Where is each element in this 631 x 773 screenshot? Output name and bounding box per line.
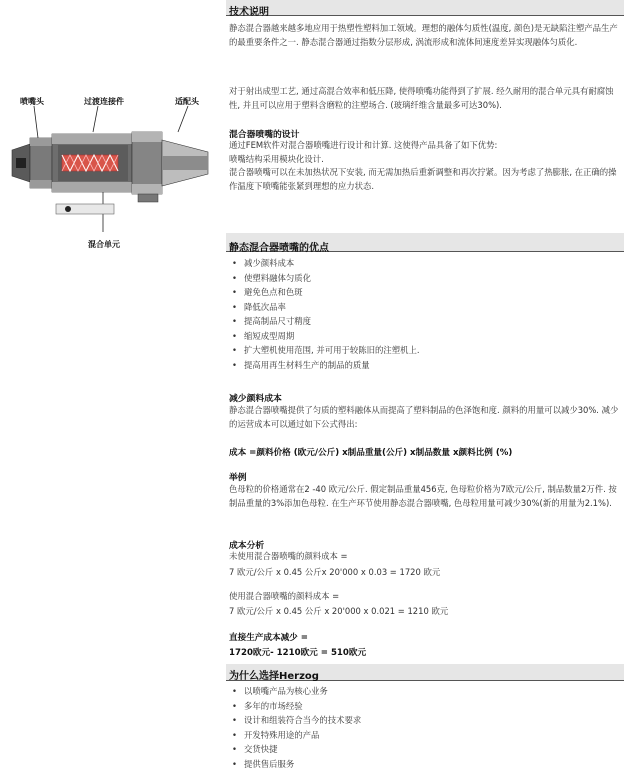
- cost-paragraph: [229, 404, 621, 431]
- cost-formula: 成本 =颜料价格 (欧元/公斤) x制品重量(公斤) x制品数量 x颜料比例 (%): [229, 448, 513, 458]
- design-text-3: 混合器喷嘴可以在未加热状况下安装, 而无需加热后重新调整和再次拧紧。因为考虑了热膨胀, 在正确的操作温度下喷嘴能张紧到理想的应力状态.: [229, 167, 617, 191]
- list-item: • 交货快捷: [232, 742, 361, 757]
- cost-title: 减少颜料成本: [229, 394, 282, 404]
- tech-text-2: 对于射出成型工艺, 通过高混合效率和低压降, 使得喷嘴功能得到了扩展. 经久耐用的混合单元具有耐腐蚀性, 并且可以应用于塑料含磨粒的注塑场合. (玻璃纤维含量最多可达30%).: [229, 86, 614, 110]
- advantages-list: [232, 256, 420, 372]
- design-text-1: 通过FEM软件对混合器喷嘴进行设计和计算. 这使得产品具备了如下优势:: [229, 140, 498, 150]
- list-item: • 以喷嘴产品为核心业务: [232, 684, 361, 699]
- label-nozzle-head: 喷嘴头: [20, 97, 44, 106]
- why-list: [232, 684, 361, 771]
- list-item: • 开发特殊用途的产品: [232, 728, 361, 743]
- label-mixing-unit: 混合单元: [88, 240, 120, 249]
- example-text: 色母粒的价格通常在2 -40 欧元/公斤. 假定制品重量456克, 色母粒价格为7欧元/公斤, 制品数量2万件. 按制品重量的3%添加色母粒. 在生产环节使用静态混合器喷嘴, 色母粒用量可减少30%(新的用量为2.1%).: [229, 484, 617, 508]
- analysis-title: 成本分析: [229, 541, 265, 551]
- section-header-tech: 技术说明: [226, 0, 624, 16]
- list-item: • 避免色点和色斑: [232, 285, 420, 300]
- cost-without-calc: 7 欧元/公斤 x 0.45 公斤x 20'000 x 0.03 = 1720 欧元: [229, 567, 441, 577]
- section-header-advantages: 静态混合器喷嘴的优点: [226, 233, 624, 252]
- label-transition-piece: 过渡连接件: [84, 97, 124, 106]
- mixer-nozzle-diagram: [8, 100, 220, 240]
- reduction-calc: 1720欧元- 1210欧元 = 510欧元: [229, 648, 367, 658]
- tech-text-1: 静态混合器越来越多地应用于热塑性塑料加工领域。理想的融体匀质性(温度, 颜色)是无缺陷注塑产品生产的最重要条件之一. 静态混合器通过指数分层形成, 涡流形成和流体间速度差异实现融体匀质化.: [229, 23, 618, 47]
- design-text-2: 喷嘴结构采用模块化设计.: [229, 153, 324, 164]
- label-adapter: 适配头: [175, 97, 199, 106]
- list-item: • 提供售后服务: [232, 757, 361, 772]
- example-title: 举例: [229, 473, 247, 483]
- list-item: • 提高制品尺寸精度: [232, 314, 420, 329]
- cost-text: 静态混合器喷嘴提供了匀质的塑料融体从而提高了塑料制品的色泽饱和度. 颜料的用量可以减少30%. 减少的运营成本可以通过如下公式得出:: [229, 405, 619, 429]
- section-header-why: 为什么选择Herzog: [226, 664, 624, 681]
- list-item: • 降低次品率: [232, 300, 420, 315]
- design-paragraph: [229, 139, 621, 193]
- cost-without-label: 未使用混合器喷嘴的颜料成本 =: [229, 551, 348, 561]
- list-item: • 设计和组装符合当今的技术要求: [232, 713, 361, 728]
- tech-paragraph-2: [229, 85, 621, 112]
- list-item: • 多年的市场经验: [232, 699, 361, 714]
- tech-paragraph-1: [229, 22, 621, 49]
- design-title: 混合器喷嘴的设计: [229, 130, 300, 140]
- list-item: • 扩大塑机使用范围, 并可用于较陈旧的注塑机上.: [232, 343, 420, 358]
- list-item: • 使塑料融体匀质化: [232, 271, 420, 286]
- list-item: • 提高用再生材料生产的制品的质量: [232, 358, 420, 373]
- reduction-title: 直接生产成本减少 =: [229, 633, 308, 643]
- cost-with-label: 使用混合器喷嘴的颜料成本 =: [229, 591, 340, 601]
- list-item: • 缩短成型周期: [232, 329, 420, 344]
- cost-with-calc: 7 欧元/公斤 x 0.45 公斤 x 20'000 x 0.021 = 1210 欧元: [229, 606, 449, 616]
- list-item: • 减少颜料成本: [232, 256, 420, 271]
- example-paragraph: [229, 483, 621, 510]
